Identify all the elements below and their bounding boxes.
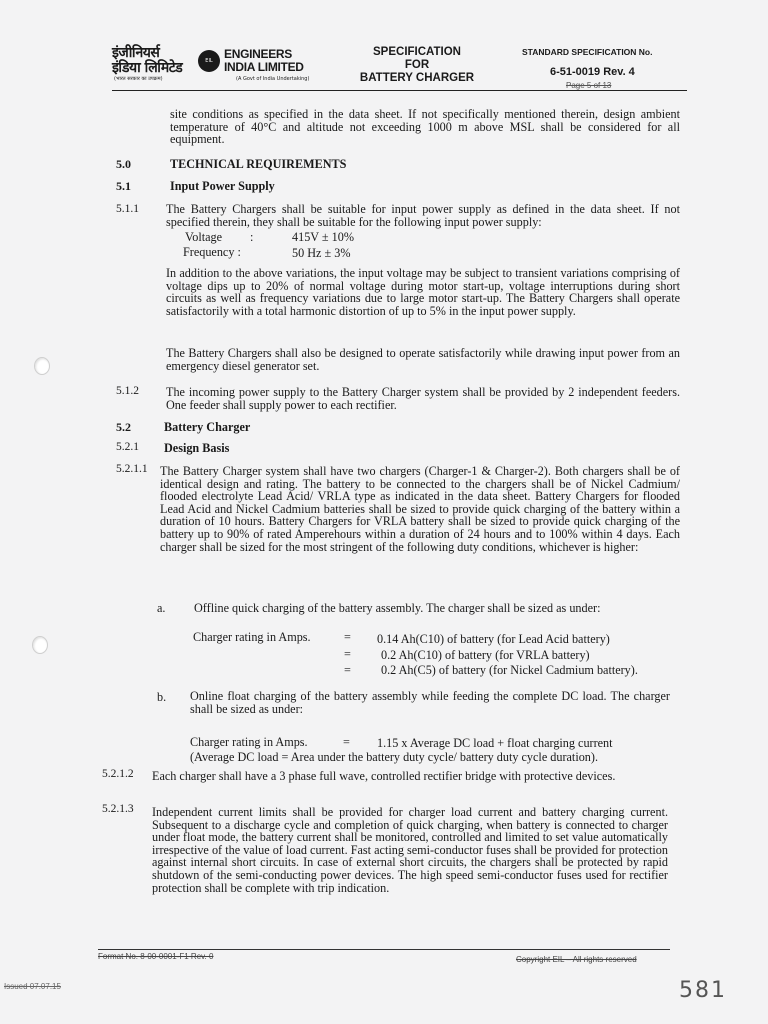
section-5-1-1-text: The Battery Chargers shall be suitable for input power supply as defined in the data sheet. If not specified therein, they shall be suitable for the following input power supply: bbox=[166, 202, 680, 229]
rating-b-eq: = bbox=[343, 735, 350, 749]
rating-a-lead-acid: 0.14 Ah(C10) of battery (for Lead Acid battery) bbox=[377, 632, 610, 646]
frequency-value: 50 Hz ± 3% bbox=[292, 246, 351, 260]
logo-hindi-sub: (भारत सरकार का उपक्रम) bbox=[114, 76, 163, 82]
rating-a-eq-1: = bbox=[344, 630, 351, 644]
section-5-0-title: TECHNICAL REQUIREMENTS bbox=[170, 157, 347, 171]
handwritten-page-number: 581 bbox=[679, 978, 727, 1003]
section-5-2-1-number: 5.2.1 bbox=[116, 441, 139, 453]
page-of-label: Page 5 of 13 bbox=[566, 81, 612, 90]
section-5-1-1-paragraph-2: In addition to the above variations, the input voltage may be subject to transient variations comprising of voltage dips up to 20% of normal voltage during motor start-up, voltage interruptions during short circuits as well as frequency variations due to large motor start-up. The Battery Chargers shall operate satisfactorily with a total harmonic distortion of up to 5% in the input power supply. bbox=[166, 266, 680, 318]
section-5-2-title: Battery Charger bbox=[164, 420, 251, 434]
section-5-1-2-number: 5.1.2 bbox=[116, 385, 139, 397]
logo-hindi-line1: इंजीनियर्स bbox=[112, 45, 160, 61]
document-header bbox=[98, 42, 680, 92]
frequency-label: Frequency : bbox=[183, 245, 241, 259]
rating-a-vrla: 0.2 Ah(C10) of battery (for VRLA battery) bbox=[381, 648, 590, 662]
section-5-2-1-1-number: 5.2.1.1 bbox=[116, 463, 148, 475]
title-line1: SPECIFICATION bbox=[373, 46, 461, 58]
logo-hindi-line2: इंडिया लिमिटेड bbox=[112, 60, 183, 76]
section-5-2-number: 5.2 bbox=[116, 420, 131, 434]
intro-paragraph: site conditions as specified in the data sheet. If not specifically mentioned therein, design ambient temperature of 40°C and altitude not exceeding 1000 m above MSL shall be considered for all equipment. bbox=[170, 107, 680, 147]
footer-left-edge: Issued 07.07.15 bbox=[4, 982, 61, 991]
item-a-text: Offline quick charging of the battery assembly. The charger shall be sized as under: bbox=[194, 601, 601, 615]
section-5-2-1-3-number: 5.2.1.3 bbox=[102, 803, 134, 815]
footer-format-number: Format No. 8-00-0001-F1 Rev. 0 bbox=[98, 952, 214, 961]
logo-eng-sub: (A Govt of India Undertaking) bbox=[236, 76, 310, 82]
section-5-2-1-2-number: 5.2.1.2 bbox=[102, 768, 134, 780]
voltage-colon: : bbox=[250, 230, 254, 244]
section-5-2-1-1-text: The Battery Charger system shall have two chargers (Charger-1 & Charger-2). Both chargers shall be of identical design and rating. The battery to be connected to the chargers shall be of Nickel Cadmium/ flooded electrolyte Lead Acid/ VRLA type as indicated in the data sheet. Battery Chargers for flooded Lead Acid and Nickel Cadmium batteries shall be sized to provide quick charging of the battery within a duration of 10 hours. Battery Chargers for VRLA battery shall be sized to provide quick charging of the battery up to 90% of rated Amperehours within a duration of 24 hours and to 100% within 4 days. Each charger shall be sized for the most stringent of the following duty conditions, whichever is higher: bbox=[160, 464, 680, 554]
section-5-1-title: Input Power Supply bbox=[170, 179, 275, 193]
rating-b-label: Charger rating in Amps. bbox=[190, 735, 308, 749]
document-title bbox=[342, 46, 492, 85]
footer-rule bbox=[98, 949, 670, 950]
voltage-label: Voltage bbox=[185, 230, 223, 244]
standard-spec-label: STANDARD SPECIFICATION No. bbox=[522, 47, 653, 57]
item-b-text: Online float charging of the battery assembly while feeding the complete DC load. The charger shall be sized as under: bbox=[190, 689, 670, 716]
document-number: 6-51-0019 Rev. 4 bbox=[550, 66, 635, 78]
item-a-label: a. bbox=[157, 601, 166, 615]
section-5-2-1-title: Design Basis bbox=[164, 441, 230, 455]
rating-a-eq-3: = bbox=[344, 663, 351, 677]
rating-a-label: Charger rating in Amps. bbox=[193, 630, 311, 644]
logo-eng-line1: ENGINEERS bbox=[224, 47, 292, 61]
logo-eng-line2: INDIA LIMITED bbox=[224, 60, 304, 74]
section-5-2-1-3-text: Independent current limits shall be provided for charger load current and battery charging current. Subsequent to a discharge cycle and completion of quick charging, when battery is connected to charger under float mode, the battery current shall be monitored, controlled and limited to set value automatically irrespective of the value of load current. Fast acting semi-conductor fuses shall be provided for protection against internal short circuits. In case of external short circuits, the chargers shall be protected by rapid shutdown of the semi-conducting power devices. The high speed semi-conductor fuses used for rectifier protection shall be complete with trip indication. bbox=[152, 805, 668, 895]
rating-b-formula: 1.15 x Average DC load + float charging current bbox=[377, 736, 613, 750]
section-5-1-1-number: 5.1.1 bbox=[116, 203, 139, 215]
section-5-1-2-text: The incoming power supply to the Battery Charger system shall be provided by 2 independent feeders. One feeder shall supply power to each rectifier. bbox=[166, 385, 680, 412]
eil-logo bbox=[112, 46, 322, 86]
rating-a-eq-2: = bbox=[344, 647, 351, 661]
rating-b-note: (Average DC load = Area under the battery duty cycle/ battery duty cycle duration). bbox=[190, 750, 598, 764]
section-5-1-number: 5.1 bbox=[116, 179, 131, 193]
voltage-value: 415V ± 10% bbox=[292, 230, 354, 244]
rating-a-nicad: 0.2 Ah(C5) of battery (for Nickel Cadmium battery). bbox=[381, 663, 638, 677]
section-5-2-1-2-text: Each charger shall have a 3 phase full wave, controlled rectifier bridge with protective devices. bbox=[152, 769, 616, 783]
logo-badge-icon: EIL bbox=[198, 50, 220, 72]
item-b-label: b. bbox=[157, 690, 167, 704]
punch-hole-bottom bbox=[32, 636, 48, 654]
section-5-1-1-paragraph-3: The Battery Chargers shall also be designed to operate satisfactorily while drawing input power from an emergency diesel generator set. bbox=[166, 346, 680, 373]
title-line2: FOR bbox=[404, 59, 430, 71]
footer-copyright: Copyright EIL – All rights reserved bbox=[516, 955, 637, 964]
header-rule bbox=[112, 90, 687, 91]
section-5-0-number: 5.0 bbox=[116, 157, 131, 171]
title-line3: BATTERY CHARGER bbox=[359, 72, 475, 84]
punch-hole-top bbox=[34, 357, 50, 375]
